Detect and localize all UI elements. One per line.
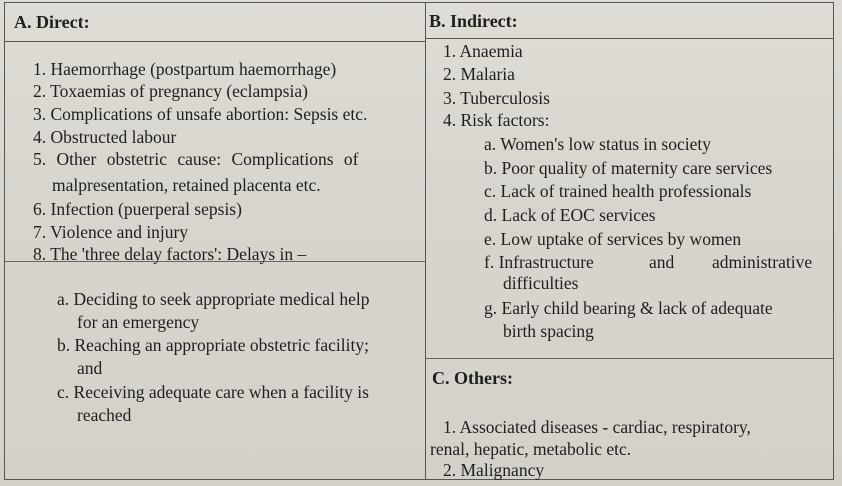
indirect-item: 4. Risk factors: (443, 110, 550, 130)
delay-item-continued: reached (77, 405, 132, 425)
direct-item: 1. Haemorrhage (postpartum haemorrhage) (33, 59, 337, 79)
direct-item: 7. Violence and injury (33, 222, 189, 242)
column-divider (425, 3, 426, 479)
risk-factor-item: c. Lack of trained health professionals (484, 181, 752, 201)
delay-item: b. Reaching an appropriate obstetric facility; (57, 335, 369, 355)
others-item: 2. Malignancy (443, 460, 545, 480)
delay-item-continued: for an emergency (77, 312, 200, 332)
direct-item: 6. Infection (puerperal sepsis) (33, 199, 242, 219)
risk-factor-item: f. Infrastructure (484, 252, 594, 272)
header-divider-left (5, 41, 425, 42)
risk-factor-item: a. Women's low status in society (484, 134, 711, 154)
delay-item-continued: and (77, 358, 103, 378)
risk-factor-word: administrative (712, 252, 813, 272)
section-divider-right (425, 358, 833, 359)
risk-factor-continued: difficulties (503, 273, 579, 293)
indirect-heading: B. Indirect: (429, 11, 518, 31)
direct-item: 8. The 'three delay factors': Delays in – (33, 244, 307, 264)
risk-factor-item: e. Low uptake of services by women (484, 229, 742, 249)
direct-item: 5. Other obstetric cause: Complications of (33, 149, 359, 169)
risk-factor-item: d. Lack of EOC services (484, 205, 656, 225)
risk-factor-continued: birth spacing (503, 321, 594, 341)
direct-item: 4. Obstructed labour (33, 127, 177, 147)
others-heading: C. Others: (432, 368, 513, 388)
direct-item: 2. Toxaemias of pregnancy (eclampsia) (33, 81, 308, 101)
delay-item: a. Deciding to seek appropriate medical help (57, 289, 370, 309)
direct-item-continued: malpresentation, retained placenta etc. (52, 175, 321, 195)
direct-heading: A. Direct: (14, 12, 90, 32)
risk-factor-item: g. Early child bearing & lack of adequate (484, 298, 773, 318)
risk-factor-item: b. Poor quality of maternity care services (484, 158, 773, 178)
direct-item: 3. Complications of unsafe abortion: Sepsis etc. (33, 104, 368, 124)
others-item: 1. Associated diseases - cardiac, respiratory, (443, 417, 751, 437)
others-item-continued: renal, hepatic, metabolic etc. (430, 439, 632, 459)
indirect-item: 1. Anaemia (443, 41, 523, 61)
indirect-item: 2. Malaria (443, 64, 515, 84)
risk-factor-word: and (649, 252, 675, 272)
delay-item: c. Receiving adequate care when a facility is (57, 382, 369, 402)
indirect-item: 3. Tuberculosis (443, 88, 550, 108)
header-divider-right (425, 38, 833, 39)
